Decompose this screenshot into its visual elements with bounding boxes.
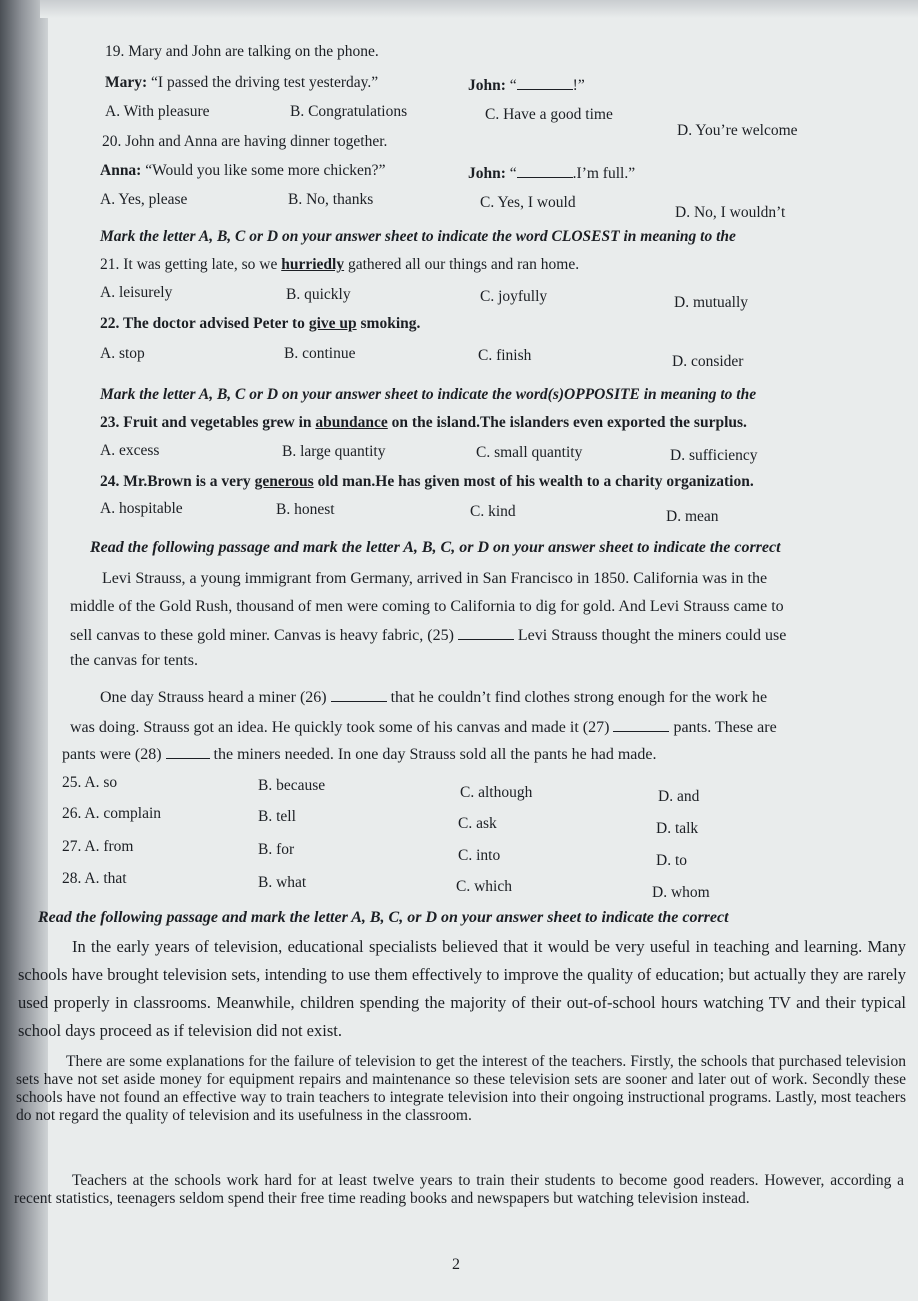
q27-option-d: D. to [656, 852, 687, 869]
passage2-paragraph-3: Teachers at the schools work hard for at least twelve years to train their students to become good readers. However, according a recent statistics, teenagers seldom spend their free time reading books and newspapers but watching television instead. [14, 1172, 904, 1207]
q24-stem: 24. Mr.Brown is a very generous old man.He has given most of his wealth to a charity organization. [100, 473, 754, 490]
q22-stem: 22. The doctor advised Peter to give up smoking. [100, 315, 421, 332]
instruction-closest: Mark the letter A, B, C or D on your answer sheet to indicate the word CLOSEST in meaning to the [100, 228, 736, 245]
passage1-line-6: was doing. Strauss got an idea. He quickly took some of his canvas and made it (27) pants. These are [70, 719, 777, 736]
answer-blank [517, 75, 573, 90]
key-word: hurriedly [281, 256, 345, 273]
q19-option-d: D. You’re welcome [677, 122, 798, 139]
instruction-passage-1: Read the following passage and mark the letter A, B, C, or D on your answer sheet to indicate the correct [90, 539, 781, 556]
q27-option-a: 27. A. from [62, 838, 134, 855]
q22-option-a: A. stop [100, 345, 145, 362]
key-word: abundance [315, 414, 388, 431]
q19-option-a: A. With pleasure [105, 103, 210, 120]
q20-option-d: D. No, I wouldn’t [675, 204, 786, 221]
q22-option-b: B. continue [284, 345, 356, 362]
dialogue-text: “I passed the driving test yesterday.” [147, 74, 379, 91]
q28-option-a: 28. A. that [62, 870, 127, 887]
answer-blank-26 [331, 687, 387, 702]
q23-option-c: C. small quantity [476, 444, 583, 461]
q25-option-a: 25. A. so [62, 774, 118, 791]
q25-option-c: C. although [460, 784, 533, 801]
q23-option-a: A. excess [100, 442, 160, 459]
q28-option-d: D. whom [652, 884, 710, 901]
passage1-line-7: pants were (28) the miners needed. In one day Strauss sold all the pants he had made. [62, 746, 657, 763]
instruction-opposite: Mark the letter A, B, C or D on your answer sheet to indicate the word(s)OPPOSITE in meaning to the [100, 386, 757, 403]
passage1-line-3: sell canvas to these gold miner. Canvas is heavy fabric, (25) Levi Strauss thought the miners could use [70, 627, 787, 644]
q21-option-b: B. quickly [286, 286, 351, 303]
q20-john-line: John: “ .I’m full.” [468, 165, 636, 182]
q21-option-a: A. leisurely [100, 284, 173, 301]
q26-option-d: D. talk [656, 820, 699, 837]
q23-option-b: B. large quantity [282, 443, 386, 460]
key-word: give up [308, 315, 357, 332]
q20-option-b: B. No, thanks [288, 191, 374, 208]
answer-blank [517, 163, 573, 178]
answer-blank-27 [613, 717, 669, 732]
answer-blank-25 [458, 625, 514, 640]
speaker-label: Mary: [105, 74, 148, 91]
q25-option-d: D. and [658, 788, 700, 805]
key-word: generous [254, 473, 314, 490]
q19-stem: 19. Mary and John are talking on the phone. [105, 43, 379, 60]
passage1-line-1: Levi Strauss, a young immigrant from Germany, arrived in San Francisco in 1850. California was in the [102, 570, 768, 587]
q22-option-c: C. finish [478, 347, 532, 364]
passage2-paragraph-2: There are some explanations for the failure of television to get the interest of the teachers. Firstly, the schools that purchased television sets have not set aside money for equipment repairs and maintenance so these television sets are sooner and later out of work. Secondly these schools have not found an effective way to train teachers to integrate television into their ongoing instructional programs. Lastly, most teachers do not regard the quality of television and its usefulness in the classroom. [16, 1053, 906, 1124]
q20-stem: 20. John and Anna are having dinner together. [102, 133, 388, 150]
page-number: 2 [452, 1256, 460, 1273]
q21-stem: 21. It was getting late, so we hurriedly gathered all our things and ran home. [100, 256, 580, 273]
dialogue-text: “Would you like some more chicken?” [141, 162, 386, 179]
speaker-label: Anna: [100, 162, 142, 179]
q21-option-c: C. joyfully [480, 288, 548, 305]
q22-option-d: D. consider [672, 353, 744, 370]
q26-option-c: C. ask [458, 815, 497, 832]
passage1-line-2: middle of the Gold Rush, thousand of men were coming to California to dig for gold. And Levi Strauss came to [70, 598, 784, 615]
q24-option-a: A. hospitable [100, 500, 183, 517]
q28-option-c: C. which [456, 878, 512, 895]
passage2-paragraph-1: In the early years of television, educational specialists believed that it would be very useful in teaching and learning. Many schools have brought television sets, intending to use them effectively to improve the quality of education; but actually they are rarely used properly in classrooms. Meanwhile, children spending the majority of their out-of-school hours watching TV and their typical school days proceed as if television did not exist. [18, 937, 906, 1040]
passage1-line-5: One day Strauss heard a miner (26) that he couldn’t find clothes strong enough for the work he [100, 689, 768, 706]
speaker-label: John: [468, 165, 506, 182]
q23-option-d: D. sufficiency [670, 447, 758, 464]
q24-option-c: C. kind [470, 503, 516, 520]
q19-john-line: John: “ !” [468, 77, 585, 94]
q24-option-b: B. honest [276, 501, 335, 518]
q27-option-c: C. into [458, 847, 501, 864]
q27-option-b: B. for [258, 841, 295, 858]
instruction-passage-2: Read the following passage and mark the letter A, B, C, or D on your answer sheet to indicate the correct [38, 909, 729, 926]
q20-option-a: A. Yes, please [100, 191, 188, 208]
q23-stem: 23. Fruit and vegetables grew in abundance on the island.The islanders even exported the surplus. [100, 414, 747, 431]
q21-option-d: D. mutually [674, 294, 749, 311]
q20-option-c: C. Yes, I would [480, 194, 576, 211]
answer-blank-28 [166, 744, 210, 759]
speaker-label: John: [468, 77, 506, 94]
q19-option-b: B. Congratulations [290, 103, 408, 120]
q28-option-b: B. what [258, 874, 307, 891]
q24-option-d: D. mean [666, 508, 719, 525]
q20-anna-line [100, 161, 385, 181]
passage1-line-4: the canvas for tents. [70, 652, 198, 669]
q19-option-c: C. Have a good time [485, 106, 613, 123]
q25-option-b: B. because [258, 777, 326, 794]
q26-option-b: B. tell [258, 808, 296, 825]
page-top-shadow [40, 0, 918, 18]
q26-option-a: 26. A. complain [62, 805, 162, 822]
q19-mary-line [105, 73, 378, 93]
